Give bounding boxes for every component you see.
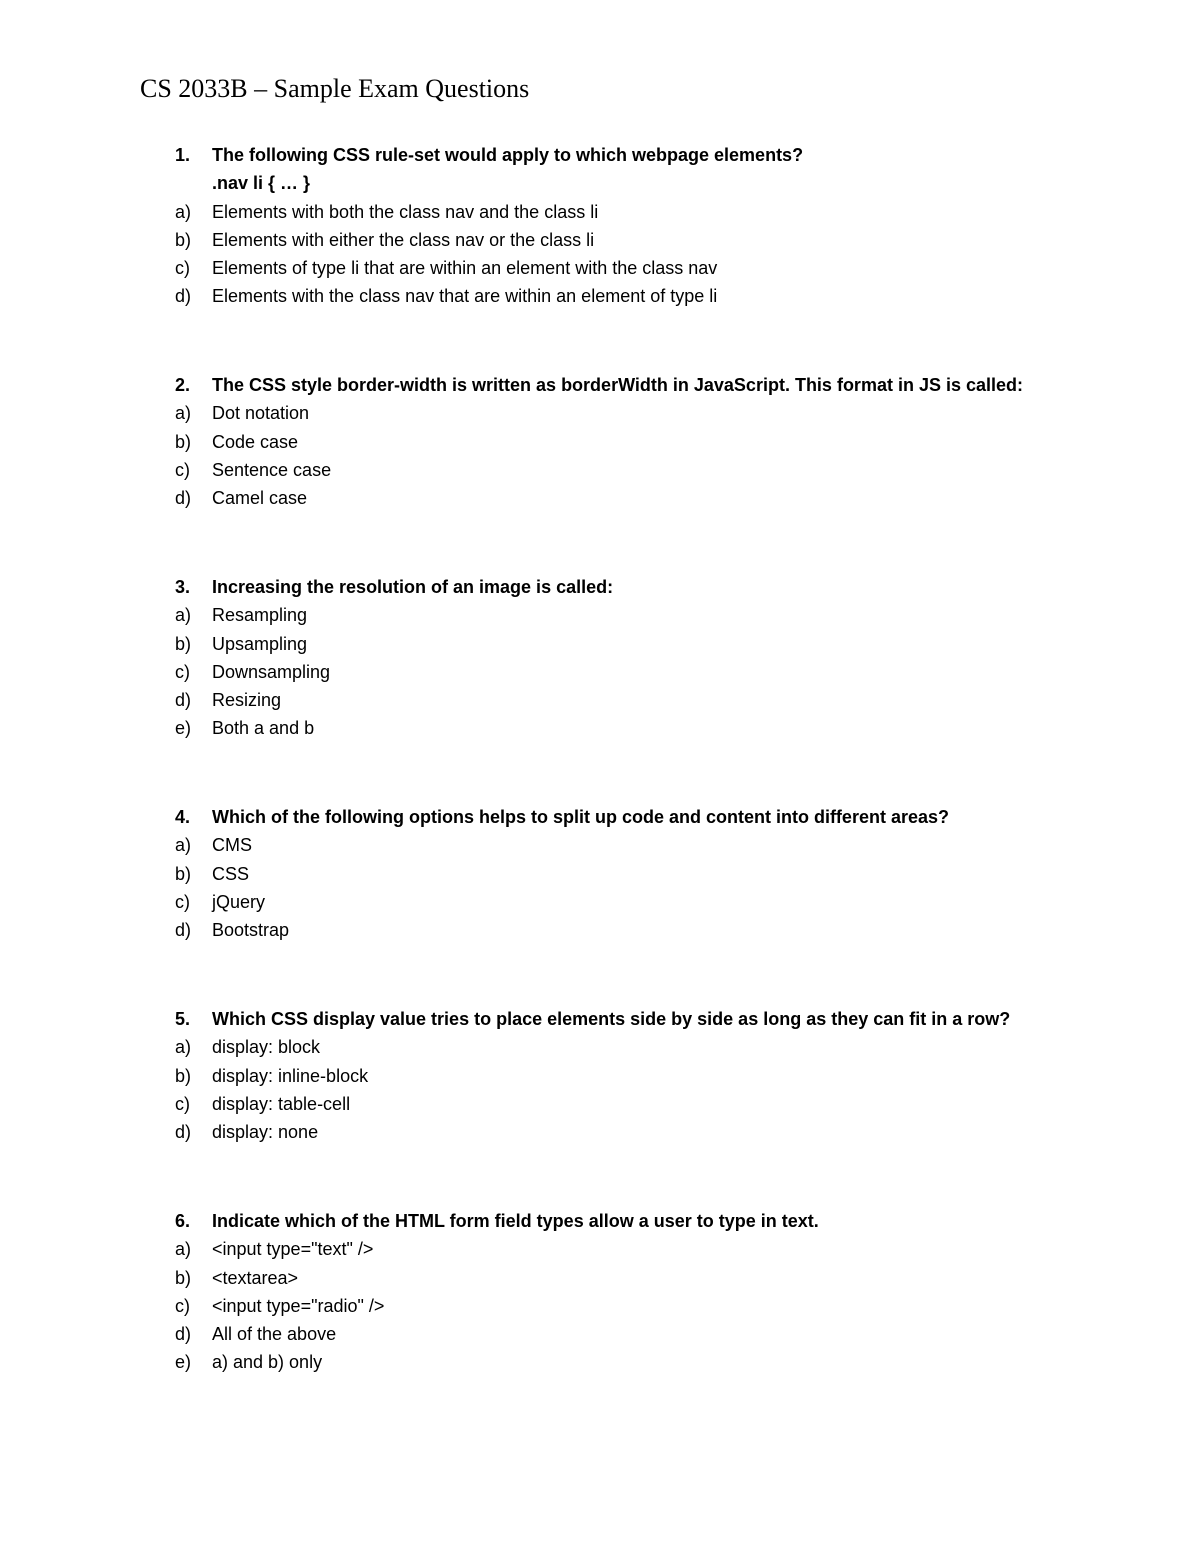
- option-text: Resampling: [212, 605, 308, 626]
- option-text: Downsampling: [212, 661, 331, 682]
- option-label: a): [175, 835, 192, 856]
- question-text: The following CSS rule-set would apply to which webpage elements?: [212, 145, 804, 165]
- option-text: display: table-cell: [212, 1093, 351, 1114]
- option-b: [0, 1264, 1200, 1292]
- option-label: a): [175, 1239, 192, 1260]
- option-label: b): [175, 431, 192, 452]
- question-number: 6.: [175, 1211, 191, 1231]
- question-stem: [0, 803, 1200, 831]
- option-e: [0, 1348, 1200, 1376]
- option-text: display: block: [212, 1037, 321, 1058]
- option-label: b): [175, 1267, 192, 1288]
- option-text: Elements of type li that are within an element with the class nav: [212, 258, 718, 279]
- question-code: [0, 169, 1200, 197]
- option-label: e): [175, 718, 192, 739]
- option-c: [0, 1090, 1200, 1118]
- question-stem: [0, 371, 1200, 399]
- option-label: d): [175, 690, 192, 711]
- option-a: [0, 1235, 1200, 1263]
- question-number: 5.: [175, 1009, 191, 1029]
- question-stem: [0, 141, 1200, 169]
- option-label: c): [175, 459, 190, 480]
- option-text: Both a and b: [212, 718, 315, 739]
- option-a: [0, 399, 1200, 427]
- option-text: <textarea>: [212, 1267, 299, 1288]
- option-label: c): [175, 1093, 190, 1114]
- question-4: [0, 803, 1200, 944]
- option-text: Resizing: [212, 690, 282, 711]
- option-b: [0, 226, 1200, 254]
- option-label: c): [175, 661, 190, 682]
- option-a: [0, 1033, 1200, 1061]
- option-text: <input type="radio" />: [212, 1295, 385, 1316]
- question-text: Which of the following options helps to split up code and content into different areas?: [212, 807, 949, 827]
- option-text: <input type="text" />: [212, 1239, 374, 1260]
- option-label: b): [175, 1065, 192, 1086]
- option-d: [0, 686, 1200, 714]
- option-label: a): [175, 201, 192, 222]
- option-c: [0, 1292, 1200, 1320]
- question-5: [0, 1005, 1200, 1146]
- option-text: Dot notation: [212, 403, 310, 424]
- question-text: Indicate which of the HTML form field types allow a user to type in text.: [212, 1211, 819, 1231]
- option-c: [0, 254, 1200, 282]
- option-label: d): [175, 286, 192, 307]
- option-b: [0, 860, 1200, 888]
- option-text: Elements with both the class nav and the class li: [212, 201, 599, 222]
- option-a: [0, 601, 1200, 629]
- option-label: b): [175, 229, 192, 250]
- question-number: 4.: [175, 807, 191, 827]
- option-text: Elements with the class nav that are within an element of type li: [212, 286, 718, 307]
- option-e: [0, 714, 1200, 742]
- option-text: display: inline-block: [212, 1065, 369, 1086]
- question-number: 1.: [175, 145, 191, 165]
- option-text: Bootstrap: [212, 920, 290, 941]
- option-text: display: none: [212, 1122, 319, 1143]
- option-label: d): [175, 920, 192, 941]
- option-label: d): [175, 488, 192, 509]
- option-text: CSS: [212, 863, 250, 884]
- question-stem: [0, 573, 1200, 601]
- document-title: CS 2033B – Sample Exam Questions: [140, 74, 530, 103]
- option-label: a): [175, 403, 192, 424]
- option-b: [0, 1062, 1200, 1090]
- question-stem: [0, 1005, 1200, 1033]
- option-label: c): [175, 891, 190, 912]
- question-text: The CSS style border-width is written as borderWidth in JavaScript. This format in JS is called:: [212, 375, 1024, 395]
- option-label: c): [175, 258, 190, 279]
- option-text: a) and b) only: [212, 1352, 323, 1373]
- option-label: e): [175, 1352, 192, 1373]
- option-text: CMS: [212, 835, 252, 856]
- option-label: d): [175, 1324, 192, 1345]
- code-snippet: .nav li { … }: [212, 173, 311, 194]
- option-d: [0, 1320, 1200, 1348]
- question-text: Increasing the resolution of an image is called:: [212, 577, 614, 597]
- option-c: [0, 456, 1200, 484]
- option-label: d): [175, 1122, 192, 1143]
- option-a: [0, 831, 1200, 859]
- option-d: [0, 1118, 1200, 1146]
- option-text: All of the above: [212, 1324, 337, 1345]
- question-2: [0, 371, 1200, 512]
- question-number: 2.: [175, 375, 191, 395]
- option-label: a): [175, 1037, 192, 1058]
- option-c: [0, 658, 1200, 686]
- option-text: Camel case: [212, 488, 308, 509]
- option-b: [0, 630, 1200, 658]
- option-a: [0, 198, 1200, 226]
- option-label: b): [175, 633, 192, 654]
- option-b: [0, 428, 1200, 456]
- question-text: Which CSS display value tries to place elements side by side as long as they can fit in a row?: [212, 1009, 1011, 1029]
- option-d: [0, 916, 1200, 944]
- option-label: b): [175, 863, 192, 884]
- option-label: a): [175, 605, 192, 626]
- option-text: Sentence case: [212, 459, 332, 480]
- question-1: [0, 141, 1200, 311]
- option-d: [0, 282, 1200, 310]
- question-stem: [0, 1207, 1200, 1235]
- option-d: [0, 484, 1200, 512]
- option-text: Code case: [212, 431, 299, 452]
- question-3: [0, 573, 1200, 743]
- option-text: jQuery: [212, 891, 266, 912]
- question-number: 3.: [175, 577, 191, 597]
- question-6: [0, 1207, 1200, 1377]
- option-c: [0, 888, 1200, 916]
- option-label: c): [175, 1295, 190, 1316]
- option-text: Elements with either the class nav or the class li: [212, 229, 595, 250]
- option-text: Upsampling: [212, 633, 308, 654]
